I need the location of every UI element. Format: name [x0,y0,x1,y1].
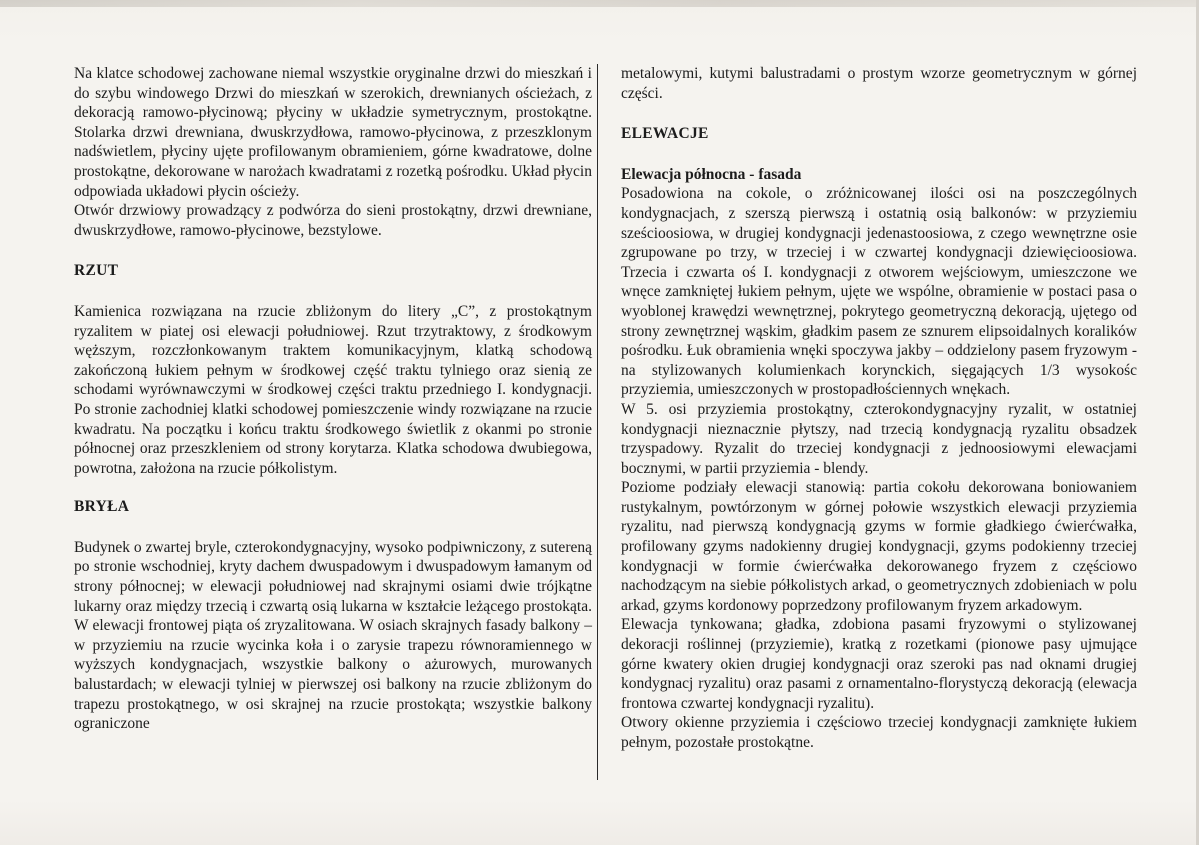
heading-elewacje: ELEWACJE [621,125,709,143]
left-column [74,64,592,734]
spacer [74,281,592,302]
paragraph-doors: Na klatce schodowej zachowane niemal wszystkie oryginalne drzwi do mieszkań i do szybu windowego Drzwi do mieszkań w szerokich, drewnianych ościeżach, z dekoracją ramowo-płycinową; płyciny w układzie symetrycznym, prostokątne. Stolarka drzwi drewniana, dwuskrzydłowa, ramowo-płycinowa, z przeszklonym nadświetlem, płyciny ujęte profilowanym obramieniem, górne kwadratowe, dolne prostokątne, dekorowane w narożach kwadratami z rozetką pośrodku. Układ płycin odpowiada układowi płycin ościeży. [74,65,592,200]
spacer [74,240,592,261]
paragraph-horizontal-divisions: Poziome podziały elewacji stanowią: partia cokołu dekorowana boniowaniem rustykalnym, powtórzonym w górnej połowie wszystkich elewacji przyziemia ryzalitu, nad pierwszą kondygnacją gzyms w formie gładkiego ćwierćwałka, profilowany gzyms nadokienny drugiej kondygnacji, gzyms podokienny trzeciej kondygnacji w formie ćwierćwałka dekorowanego fryzem z częściowo nachodzącym na siebie półkolistych arkad, o geometrycznych zdobieniach w polu arkad, gzyms kordonowy poprzedzony profilowanym fryzem arkadowym. [621,479,1137,614]
spacer [74,478,592,497]
paragraph-building-mass: Budynek o zwartej bryle, czterokondygnacyjny, wysoko podpiwniczony, z sutereną po stronie wschodniej, kryty dachem dwuspadowym i dwuspadowym łamanym od strony północnej; w elewacji południowej nad skrajnymi osiami dwie trójkątne lukarny oraz między trzecią i czwartą osią lukarna w kształcie leżącego prostokąta. W elewacji frontowej piąta oś zryzalitowana. W osiach skrajnych fasady balkony – w przyziemiu na rzucie wycinka koła i o zarysie trapezu równoramiennego w wyższych kondygnacjach, wszystkie balkony o ażurowych, murowanych balustardach; w elewacji tylniej w pierwszej osi balkony na rzucie zbliżonym do trapezu prostokątnego, w osi skrajnej na rzucie prostokąta; wszystkie balkony ograniczone [74,538,592,733]
paragraph-plaster-elevation: Elewacja tynkowana; gładka, zdobiona pasami fryzowymi o stylizowanej dekoracji roślinnej (przyziemie), kratką z rozetkami (pionowe pasy ujmujące górne kwatery okien drugiej kondygnacji oraz szeroki pas nad oknami drugiej kondygnacj ryzalitu) oraz pasami z ornamentalno-florystyczą dekoracją (elewacja frontowa czwartej kondygnacji ryzalitu). [621,616,1137,712]
paragraph-risalit: W 5. osi przyziemia prostokątny, czterokondygnacyjny ryzalit, w ostatniej kondygnacji nieznacznie płytszy, nad trzecią kondygnacją ryzalitu obsadzek trzyspadowy. Ryzalit do trzeciej kondygnacji z jednoosiowymi elewacjami bocznymi, w partii przyziemia - blendy. [621,400,1137,477]
spacer [74,517,592,538]
paragraph-floor-plan: Kamienica rozwiązana na rzucie zbliżonym do litery „C”, z prostokątnym ryzalitem w piatej osi elewacji południowej. Rzut trzytraktowy, z środkowym węższym, rozczłonkowanym traktem komunikacyjnym, klatką schodową zakończoną łukiem pełnym w środkowej część traktu tylniego oraz sienią ze schodami wyrównawczymi w środkowej części traktu przedniego I. kondygnacji. Po stronie zachodniej klatki schodowej pomieszczenie windy rozwiązane na rzucie kwadratu. Na początku i końcu traktu środkowego świetlik z okanmi po stronie północnej oraz przeszkleniem od strony korytarza. Klatka schodowa dwubiegowa, powrotna, założona na rzucie półkolistym. [74,302,592,477]
paragraph-window-openings: Otwory okienne przyziemia i częściowo trzeciej kondygnacji zamknięte łukiem pełnym, pozostałe prostokątne. [621,714,1137,751]
scan-top-edge [0,0,1199,7]
heading-rzut: RZUT [74,262,119,280]
spacer [621,103,1137,124]
paragraph-balustrades: metalowymi, kutymi balustradami o prostym wzorze geometrycznym w górnej części. [621,65,1137,102]
spacer [621,144,1137,165]
paragraph-courtyard-door: Otwór drzwiowy prowadzący z podwórza do sieni prostokątny, drzwi drewniane, dwuskrzydłowe, ramowo-płycinowe, bezstylowe. [74,202,592,239]
column-divider [597,64,598,780]
heading-bryla: BRYŁA [74,498,130,516]
paragraph-north-facade: Posadowiona na cokole, o zróżnicowanej ilości osi na poszczególnych kondygnacjach, z szerszą pierwszą i ostatnią osią balkonów: w przyziemiu sześcioosiowa, w drugiej kondygnacji jedenastoosiowa, z czego wewnętrzne osie zgrupowane po trzy, w trzeciej i w czwartej kondygnacji dziewięcioosiowa. Trzecia i czwarta oś I. kondygnacji z otworem wejściowym, umieszczone we wnęce zamkniętej łukiem pełnym, ujęte we wspólne, obramienie w postaci pasa o wyoblonej krawędzi wewnętrznej, pokrytego geometryczną dekoracją, ujętego od strony zewnętrznej wąskim, gładkim pasem ze sznurem elipsoidalnych koralików pośrodku. Łuk obramienia wnęki spoczywa jakby – oddzielony pasem fryzowym - na stylizowanych kolumienkach korynckich, sięgających 1/3 wysokośc przyziemia, umieszczonych w prostopadłościennych wnękach. [621,185,1137,399]
right-column [621,64,1137,753]
subheading-north-elevation: Elewacja północna - fasada [621,165,802,183]
